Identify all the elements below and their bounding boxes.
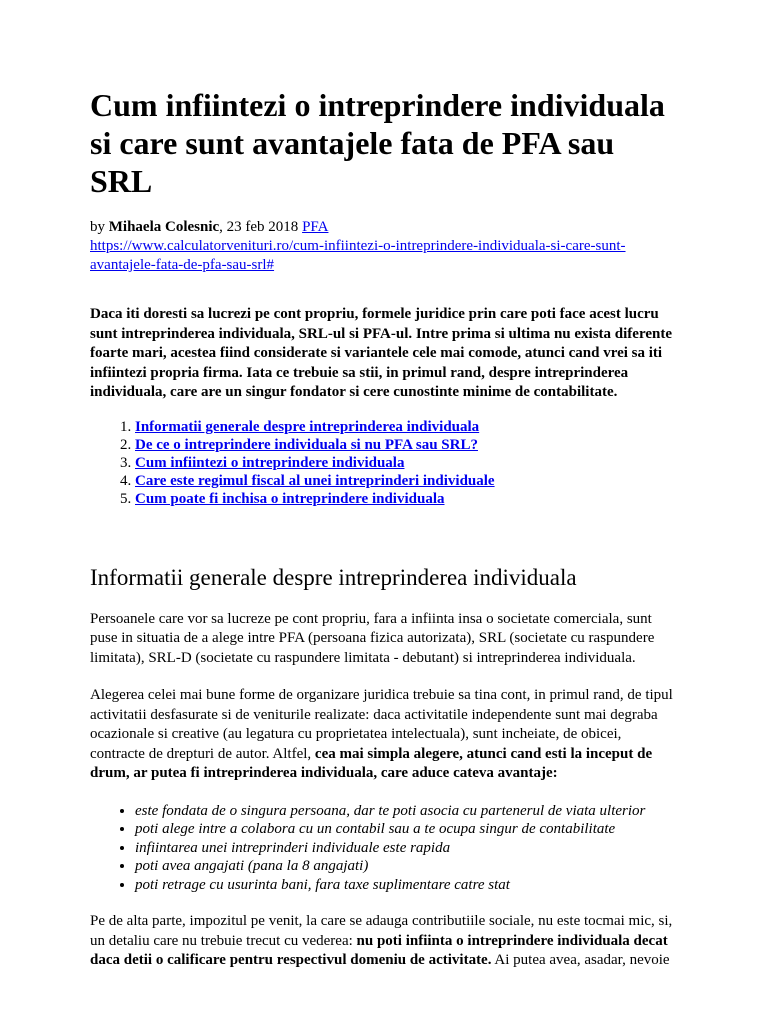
publish-date: , 23 feb 2018 [219, 219, 303, 235]
table-of-contents [90, 418, 678, 508]
toc-link-cum-infiintezi[interactable]: Cum infiintezi o intreprindere individuala [135, 454, 405, 471]
list-item: • este fondata de o singura persoana, dar te poti asocia cu partenerul de viata ulterior [135, 802, 678, 821]
list-item: • poti avea angajati (pana la 8 angajati) [135, 857, 678, 876]
section-heading: Informatii generale despre intreprinderea individuala [90, 564, 577, 590]
category-link[interactable]: PFA [302, 219, 329, 235]
toc-link-informatii-generale[interactable]: Informatii generale despre intreprinderea individuala [135, 418, 480, 435]
toc-item [135, 454, 678, 472]
section-paragraph-3 [90, 912, 678, 971]
toc-item [135, 436, 678, 454]
paragraph-tail-text: Ai putea avea, asadar, nevoie [491, 952, 670, 968]
paragraph-bold-text: nu poti infiinta o intreprindere individuala decat daca detii o calificare pentru respectivul domeniu de activitate. [90, 932, 668, 968]
toc-link-inchidere[interactable]: Cum poate fi inchisa o intreprindere individuala [135, 490, 445, 507]
author-name: Mihaela Colesnic [108, 219, 220, 235]
byline-prefix: by [90, 219, 109, 235]
list-item: • poti retrage cu usurinta bani, fara taxe suplimentare catre stat [135, 876, 678, 895]
article-title: Cum infiintezi o intreprindere individuala si care sunt avantajele fata de PFA sau SRL [90, 87, 665, 199]
intro-paragraph: Daca iti doresti sa lucrezi pe cont propriu, formele juridice prin care poti face acest lucru sunt intreprinderea individuala, SRL-ul si PFA-ul. Intre prima si ultima nu exista diferente foarte mari, acestea fiind considerate si variantele cele mai comode, atunci cand vrei sa iti infiintezi propria firma. Iata ce trebuie sa stii, in primul rand, despre intreprinderea individuala, care are un singur fondator si cere cunostinte minime de contabilitate. [90, 306, 672, 400]
toc-item [135, 490, 678, 508]
byline [90, 218, 678, 275]
section-paragraph-1: Persoanele care vor sa lucreze pe cont propriu, fara a infiinta insa o societate comerciala, sunt puse in situatia de a alege intre PFA (persoana fizica autorizata), SRL (societate cu raspundere limitata), SRL-D (societate cu raspundere limitata - debutant) si intreprinderea individuala. [90, 610, 655, 666]
toc-link-regim-fiscal[interactable]: Care este regimul fiscal al unei intreprinderi individuale [135, 472, 495, 489]
toc-item [135, 472, 678, 490]
section-paragraph-2 [90, 686, 678, 784]
paragraph-bold-text: cea mai simpla alegere, atunci cand esti la inceput de drum, ar putea fi intreprinderea individuala, care aduce cateva avantaje: [90, 745, 653, 781]
toc-link-de-ce[interactable]: De ce o intreprindere individuala si nu PFA sau SRL? [135, 436, 478, 453]
paragraph-text: Pe de alta parte, impozitul pe venit, la care se adauga contributiile sociale, nu este tocmai mic, si, un detaliu care nu trebuie trecut cu vederea: [90, 913, 673, 949]
list-item: • infiintarea unei intreprinderi individuale este rapida [135, 839, 678, 858]
toc-item [135, 418, 678, 436]
list-item: • poti alege intre a colabora cu un contabil sau a te ocupa singur de contabilitate [135, 820, 678, 839]
paragraph-text: Alegerea celei mai bune forme de organizare juridica trebuie sa tina cont, in primul rand, de tipul activitatii desfasurate si de veniturile realizate: daca activitatile independente sunt mai degraba ocazionale si creative (au legatura cu proprietatea intelectuala), sunt incheiate, de obicei, contracte de drepturi de autor. Altfel, [90, 687, 673, 762]
advantages-list [90, 802, 678, 895]
article-url-link[interactable]: https://www.calculatorvenituri.ro/cum-infiintezi-o-intreprindere-individuala-si-care-sunt-avantajele-fata-de-pfa-sau-srl# [90, 238, 626, 273]
